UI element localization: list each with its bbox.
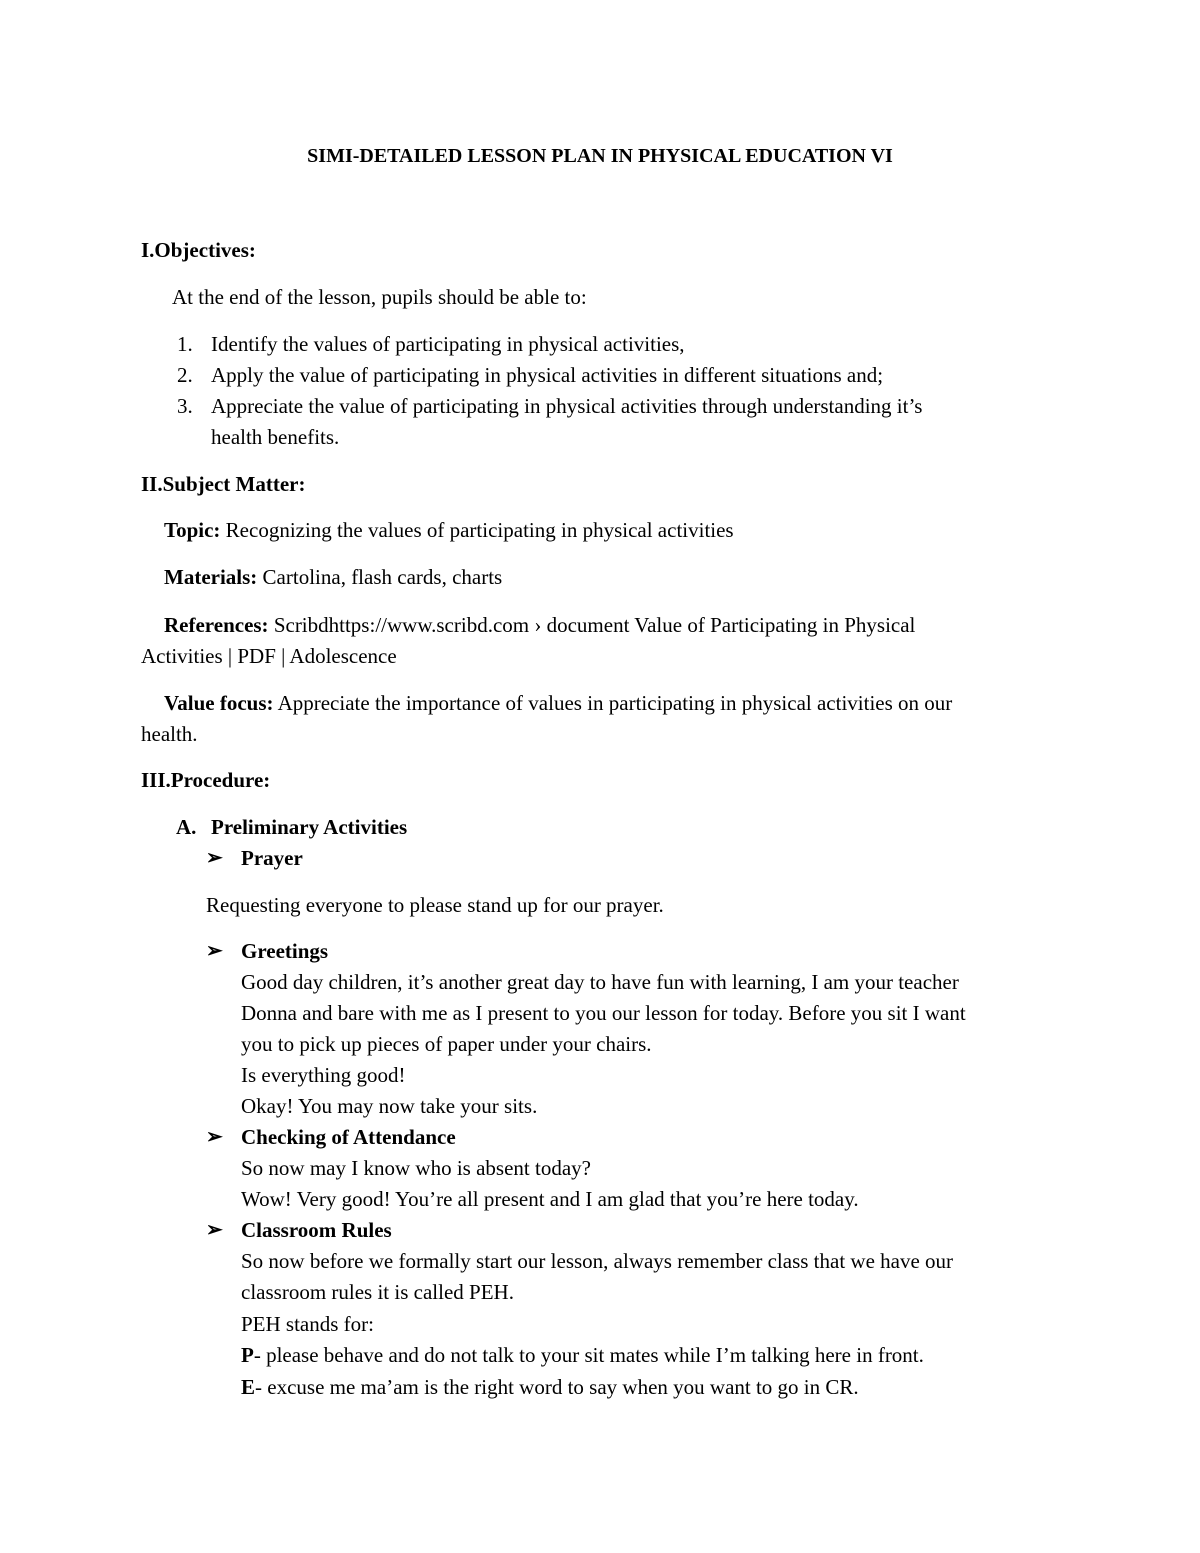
greetings-title: Greetings [241, 939, 329, 963]
rule-e-label: E [241, 1375, 256, 1399]
objective-number: 2. [177, 363, 193, 387]
topic-line [164, 520, 734, 541]
page-title: SIMI-DETAILED LESSON PLAN IN PHYSICAL EDUCATION VI [307, 145, 893, 167]
rules-title: Classroom Rules [241, 1218, 392, 1242]
attendance-line: So now may I know who is absent today? [241, 1156, 591, 1180]
arrow-bullet-icon: ➢ [206, 847, 223, 869]
objective-number: 1. [177, 332, 193, 356]
objective-item: Identify the values of participating in physical activities, [211, 332, 685, 356]
value-focus-continued: health. [141, 722, 198, 746]
value-focus-label: Value focus: [164, 691, 274, 715]
greetings-line: Is everything good! [241, 1063, 406, 1087]
prayer-title: Prayer [241, 846, 303, 870]
references-line [164, 615, 915, 636]
objective-number: 3. [177, 394, 193, 418]
greetings-line: you to pick up pieces of paper under your chairs. [241, 1032, 652, 1056]
objective-item-continued: health benefits. [211, 425, 340, 449]
greetings-line: Good day children, it’s another great day to have fun with learning, I am your teacher [241, 970, 959, 994]
materials-line [164, 567, 502, 588]
rule-p-line [241, 1345, 924, 1366]
objective-item: Apply the value of participating in physical activities in different situations and; [211, 363, 884, 387]
rule-p-label: P [241, 1343, 254, 1367]
section-title: Preliminary Activities [211, 815, 408, 839]
value-focus-value: Appreciate the importance of values in participating in physical activities on our [277, 691, 953, 715]
rule-e-text: - excuse me ma’am is the right word to say when you want to go in CR. [255, 1375, 859, 1399]
objectives-intro: At the end of the lesson, pupils should be able to: [172, 285, 587, 309]
attendance-line: Wow! Very good! You’re all present and I am glad that you’re here today. [241, 1187, 859, 1211]
materials-label: Materials: [164, 565, 258, 589]
rule-e-line [241, 1377, 859, 1398]
references-value: Scribdhttps://www.scribd.com › document Value of Participating in Physical [273, 613, 916, 637]
procedure-heading: III.Procedure: [141, 768, 271, 792]
greetings-line: Okay! You may now take your sits. [241, 1094, 538, 1118]
arrow-bullet-icon: ➢ [206, 1126, 223, 1148]
prayer-text: Requesting everyone to please stand up for our prayer. [206, 893, 664, 917]
arrow-bullet-icon: ➢ [206, 1219, 223, 1241]
objective-item: Appreciate the value of participating in physical activities through understanding it’s [211, 394, 923, 418]
arrow-bullet-icon: ➢ [206, 940, 223, 962]
materials-value: Cartolina, flash cards, charts [262, 565, 503, 589]
topic-label: Topic: [164, 518, 221, 542]
objectives-heading: I.Objectives: [141, 238, 256, 262]
attendance-title: Checking of Attendance [241, 1125, 456, 1149]
section-letter: A. [176, 815, 197, 839]
rule-p-text: - please behave and do not talk to your sit mates while I’m talking here in front. [253, 1343, 924, 1367]
rules-line: classroom rules it is called PEH. [241, 1280, 514, 1304]
value-focus-line [164, 693, 952, 714]
references-value-continued: Activities | PDF | Adolescence [141, 644, 397, 668]
greetings-line: Donna and bare with me as I present to you our lesson for today. Before you sit I want [241, 1001, 966, 1025]
topic-value: Recognizing the values of participating in physical activities [225, 518, 734, 542]
rules-line: PEH stands for: [241, 1312, 374, 1336]
subject-matter-heading: II.Subject Matter: [141, 472, 306, 496]
rules-line: So now before we formally start our lesson, always remember class that we have our [241, 1249, 954, 1273]
references-label: References: [164, 613, 269, 637]
